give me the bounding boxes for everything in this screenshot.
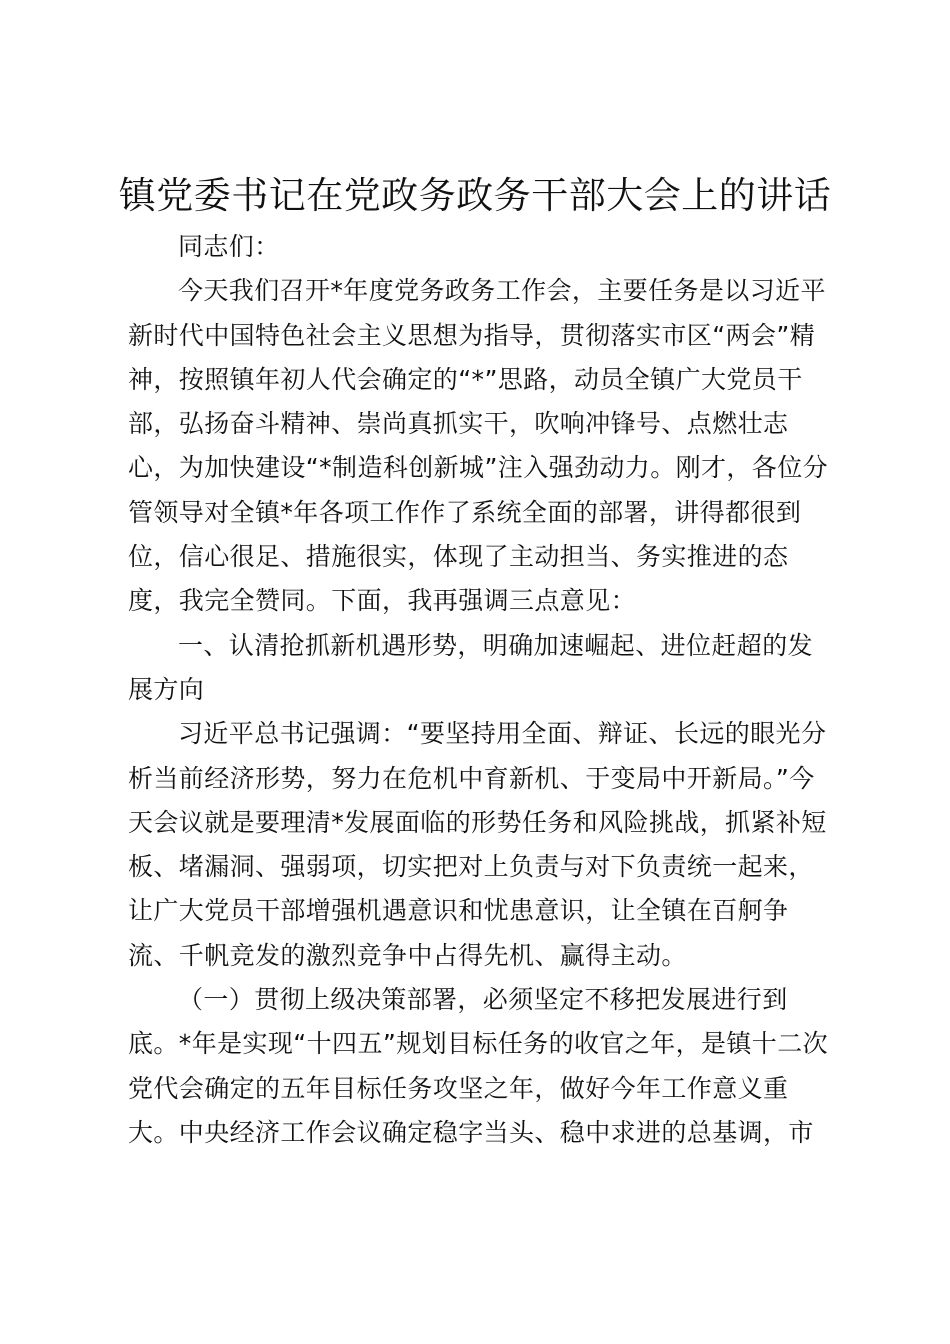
- body-line: 习近平总书记强调：“要坚持用全面、辩证、长远的眼光分: [178, 719, 827, 749]
- body-line: 今天我们召开*年度党务政务工作会，主要任务是以习近平: [178, 276, 826, 306]
- body-line: 党代会确定的五年目标任务攻坚之年，做好今年工作意义重: [128, 1073, 789, 1103]
- body-line: 让广大党员干部增强机遇意识和忧患意识，让全镇在百舸争: [128, 896, 789, 926]
- body-line: 新时代中国特色社会主义思想为指导，贯彻落实市区“两会”精: [128, 320, 816, 350]
- body-line: 度，我完全赞同。下面，我再强调三点意见：: [128, 586, 637, 616]
- section-heading: 一、认清抢抓新机遇形势，明确加速崛起、进位赶超的发: [178, 630, 814, 660]
- body-line: 大。中央经济工作会议确定稳字当头、稳中求进的总基调，市: [128, 1117, 814, 1147]
- document-body: [128, 225, 836, 1155]
- body-line: 神，按照镇年初人代会确定的“*”思路，动员全镇广大党员干: [128, 364, 803, 394]
- document-title: 镇党委书记在党政务政务干部大会上的讲话: [118, 174, 832, 217]
- body-line: 位，信心很足、措施很实，体现了主动担当、务实推进的态: [128, 542, 789, 572]
- body-line: 部，弘扬奋斗精神、崇尚真抓实干，吹响冲锋号、点燃壮志: [128, 409, 789, 439]
- salutation: 同志们：: [178, 232, 280, 261]
- subsection-line: （一）贯彻上级决策部署，必须坚定不移把发展进行到: [178, 985, 788, 1015]
- body-line: 管领导对全镇*年各项工作作了系统全面的部署，讲得都很到: [128, 497, 802, 527]
- body-line: 天会议就是要理清*发展面临的形势任务和风险挑战，抓紧补短: [128, 807, 827, 837]
- body-line: 底。*年是实现“十四五”规划目标任务的收官之年，是镇十二次: [128, 1029, 829, 1059]
- body-line: 板、堵漏洞、强弱项，切实把对上负责与对下负责统一起来，: [128, 852, 814, 882]
- body-line: 心，为加快建设“*制造科创新城”注入强劲动力。刚才，各位分: [128, 453, 829, 483]
- body-line: 析当前经济形势，努力在危机中育新机、于变局中开新局。”今: [128, 763, 815, 793]
- section-heading: 展方向: [128, 674, 205, 704]
- body-line: 流、千帆竞发的激烈竞争中占得先机、赢得主动。: [128, 940, 687, 970]
